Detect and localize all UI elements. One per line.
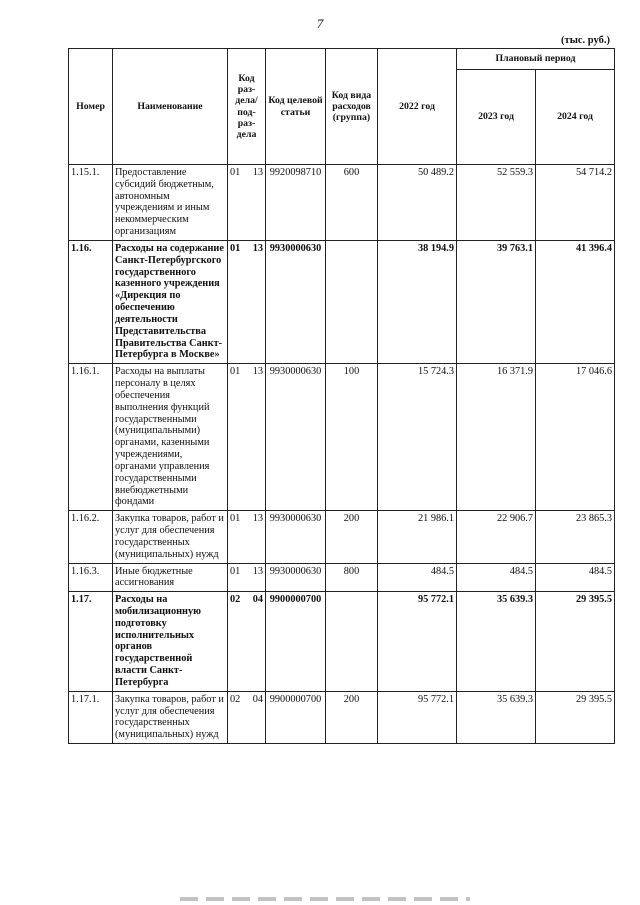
- row-target-code: 9930000630: [266, 240, 326, 363]
- row-section: 01: [230, 242, 241, 254]
- row-expense-group: [326, 592, 378, 692]
- row-expense-group: 800: [326, 563, 378, 592]
- row-value-2022: 21 986.1: [378, 511, 457, 563]
- table-row: [69, 165, 615, 241]
- row-section-code: [228, 511, 266, 563]
- row-number: 1.16.1.: [69, 364, 113, 511]
- row-target-code: 9930000630: [266, 511, 326, 563]
- row-section-code: [228, 364, 266, 511]
- row-value-2022: 484.5: [378, 563, 457, 592]
- row-subsection: 13: [252, 513, 263, 525]
- row-value-2024: 17 046.6: [536, 364, 615, 511]
- table-row: [69, 563, 615, 592]
- row-value-2022: 38 194.9: [378, 240, 457, 363]
- row-section: 01: [230, 513, 241, 525]
- budget-table: [68, 48, 615, 744]
- page-footer-mark: [180, 897, 470, 901]
- row-value-2023: 35 639.3: [457, 592, 536, 692]
- row-value-2022: 95 772.1: [378, 691, 457, 743]
- header-year-2023: 2023 год: [457, 70, 536, 165]
- row-expense-group: 200: [326, 511, 378, 563]
- row-expense-group: 200: [326, 691, 378, 743]
- units-label: (тыс. руб.): [561, 35, 610, 46]
- header-section-code: Код раз-дела/ под-раз-дела: [228, 49, 266, 165]
- row-section: 01: [230, 167, 241, 178]
- row-section: 02: [230, 594, 241, 606]
- row-number: 1.15.1.: [69, 165, 113, 241]
- row-value-2023: 16 371.9: [457, 364, 536, 511]
- row-name: Расходы на мобилизационную подготовку исполнительных органов государственной власти Санкт-Петербурга: [113, 592, 228, 692]
- row-target-code: 9930000630: [266, 563, 326, 592]
- header-expense-type-code: Код вида расходов (группа): [326, 49, 378, 165]
- row-value-2024: 41 396.4: [536, 240, 615, 363]
- row-number: 1.16.: [69, 240, 113, 363]
- row-value-2024: 484.5: [536, 563, 615, 592]
- row-section-code: [228, 592, 266, 692]
- row-value-2023: 39 763.1: [457, 240, 536, 363]
- page-number: 7: [316, 16, 324, 31]
- row-name: Закупка товаров, работ и услуг для обеспечения государственных (муниципальных) нужд: [113, 691, 228, 743]
- row-value-2022: 95 772.1: [378, 592, 457, 692]
- row-name: Закупка товаров, работ и услуг для обеспечения государственных (муниципальных) нужд: [113, 511, 228, 563]
- row-number: 1.17.: [69, 592, 113, 692]
- row-value-2022: 50 489.2: [378, 165, 457, 241]
- row-name: Иные бюджетные ассигнования: [113, 563, 228, 592]
- row-section: 01: [230, 366, 241, 378]
- row-number: 1.16.3.: [69, 563, 113, 592]
- row-number: 1.17.1.: [69, 691, 113, 743]
- table-row: [69, 511, 615, 563]
- table-row: [69, 364, 615, 511]
- row-expense-group: 600: [326, 165, 378, 241]
- row-target-code: 9930000630: [266, 364, 326, 511]
- row-subsection: 04: [252, 693, 263, 705]
- row-target-code: 9900000700: [266, 592, 326, 692]
- row-section-code: [228, 240, 266, 363]
- header-number: Номер: [69, 49, 113, 165]
- row-value-2023: 22 906.7: [457, 511, 536, 563]
- row-section-code: [228, 691, 266, 743]
- row-value-2024: 29 395.5: [536, 592, 615, 692]
- table-row: [69, 691, 615, 743]
- row-number: 1.16.2.: [69, 511, 113, 563]
- row-name: Расходы на содержание Санкт-Петербургского государственного казенного учреждения «Дирекция по обеспечению деятельности Представительства Правительства Санкт-Петербурга в Москве»: [113, 240, 228, 363]
- row-expense-group: [326, 240, 378, 363]
- row-value-2022: 15 724.3: [378, 364, 457, 511]
- header-year-2024: 2024 год: [536, 70, 615, 165]
- header-plan-period: Плановый период: [457, 49, 615, 70]
- row-subsection: 13: [252, 167, 263, 178]
- row-subsection: 13: [252, 242, 263, 254]
- row-section: 01: [230, 565, 241, 577]
- row-name: Расходы на выплаты персоналу в целях обеспечения выполнения функций государственными (муниципальными) органами, казенными учреждениями, органами управления государственными внебюджетными фондами: [113, 364, 228, 511]
- row-section-code: [228, 563, 266, 592]
- row-target-code: 9920098710: [266, 165, 326, 241]
- table-row: [69, 592, 615, 692]
- header-name: Наименование: [113, 49, 228, 165]
- row-section: 02: [230, 693, 241, 705]
- row-value-2023: 52 559.3: [457, 165, 536, 241]
- row-subsection: 13: [252, 565, 263, 577]
- row-section-code: [228, 165, 266, 241]
- row-name: Предоставление субсидий бюджетным, автономным учреждениям и иным некоммерческим организациям: [113, 165, 228, 241]
- header-target-code: Код целевой статьи: [266, 49, 326, 165]
- row-value-2023: 35 639.3: [457, 691, 536, 743]
- row-subsection: 04: [252, 594, 263, 606]
- row-value-2024: 54 714.2: [536, 165, 615, 241]
- row-value-2023: 484.5: [457, 563, 536, 592]
- table-row: [69, 240, 615, 363]
- row-value-2024: 29 395.5: [536, 691, 615, 743]
- row-value-2024: 23 865.3: [536, 511, 615, 563]
- row-expense-group: 100: [326, 364, 378, 511]
- row-subsection: 13: [252, 366, 263, 378]
- row-target-code: 9900000700: [266, 691, 326, 743]
- header-year-2022: 2022 год: [378, 49, 457, 165]
